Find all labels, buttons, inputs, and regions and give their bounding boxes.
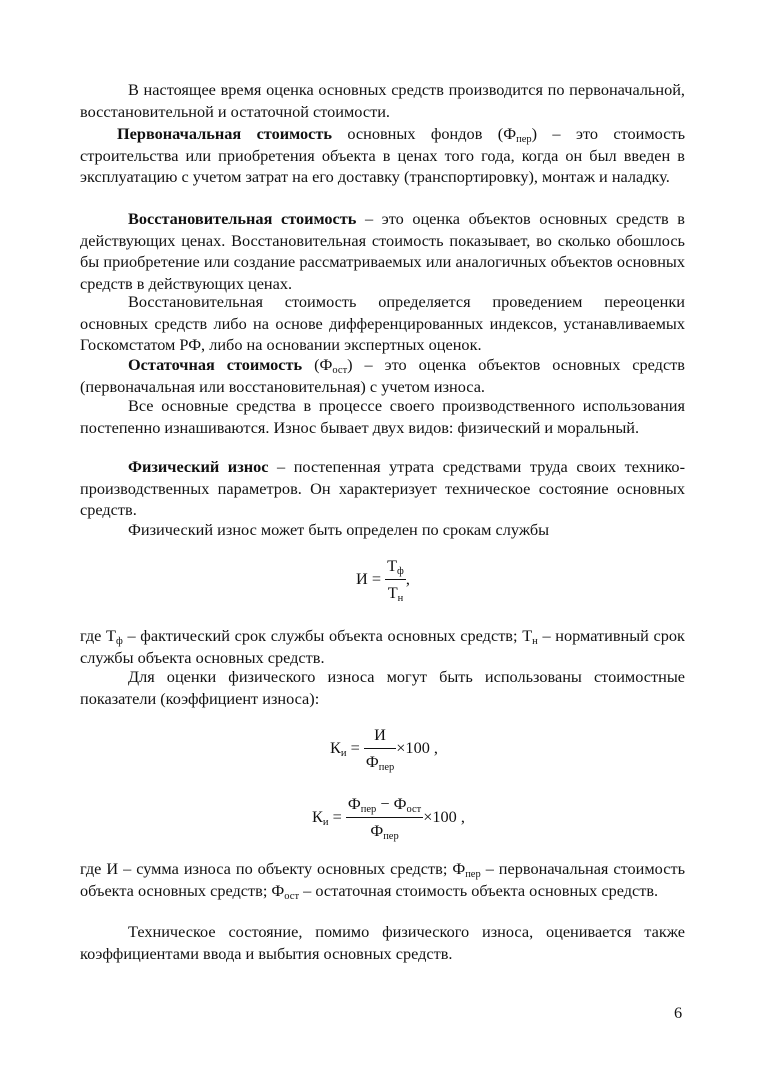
paragraph-8: Физический износ может быть определен по срокам службы — [128, 520, 550, 539]
formula-wear-by-service-life: И = $\frac{Т_ф}{Т_н}$ , — [356, 556, 410, 604]
paragraph-2: Первоначальная стоимость основных фондов $(Ф_{пер})$ – это стоимость строительства или приобретения объекта в ценах того года, когда он был введен в эксплуатацию с учетом затрат на его доставку (транспортировку), монтаж и наладку. — [80, 124, 685, 187]
term-initial-cost: Первоначальная стоимость — [117, 124, 332, 143]
formula-wear-coefficient-1: $К_и$ = $\frac{И}{Ф_{пер}}$ ×100 , — [330, 725, 438, 773]
paragraph-6: Все основные средства в процессе своего производственного использования постепенно изнашиваются. Износ бывает двух видов: физический и моральный. — [80, 396, 685, 437]
page-number: 6 — [674, 1003, 683, 1022]
paragraph-12: Техническое состояние, помимо физического износа, оценивается также коэффициентами ввода и выбытия основных средств. — [80, 922, 685, 963]
paragraph-9: где $Т_ф$ – фактический срок службы объекта основных средств; $Т_н$ – нормативный срок службы объекта основных средств. — [80, 626, 685, 667]
paragraph-10: Для оценки физического износа могут быть использованы стоимостные показатели (коэффициент износа): — [80, 667, 685, 708]
paragraph-11: где И – сумма износа по объекту основных средств; $Ф_{пер}$ – первоначальная стоимость объекта основных средств; $Ф_{ост}$ – остаточная стоимость объекта основных средств. — [80, 859, 685, 902]
paragraph-7: Физический износ – постепенная утрата средствами труда своих технико-производственных параметров. Он характеризует техническое состояние основных средств. — [80, 457, 685, 520]
term-residual-cost: Остаточная стоимость — [128, 355, 303, 374]
paragraph-4: Восстановительная стоимость определяется проведением переоценки основных средств либо на основе дифференцированных индексов, устанавливаемых Госкомстатом РФ, либо на основании экспертных оценок. — [80, 292, 685, 355]
paragraph-1: В настоящее время оценка основных средств производится по первоначальной, восстановительной и остаточной стоимости. — [80, 80, 685, 121]
formula-wear-coefficient-2: $К_и$ = $\frac{Ф_{пер} - Ф_{ост}}{Ф_{пер}}$ ×100 , — [312, 794, 465, 842]
term-replacement-cost: Восстановительная стоимость — [128, 209, 357, 228]
fraction: $\frac{И}{Ф_{пер}}$ — [365, 725, 395, 773]
fraction: $\frac{Т_ф}{Т_н}$ — [387, 556, 404, 604]
paragraph-5: Остаточная стоимость $(Ф_{ост})$ – это оценка объектов основных средств (первоначальная или восстановительная) с учетом износа. — [80, 355, 685, 396]
paragraph-3: Восстановительная стоимость – это оценка объектов основных средств в действующих ценах. Восстановительная стоимость показывает, во сколько обошлось бы приобретение или создание рассматриваемых или аналогичных объектов основных средств в действующих ценах. — [80, 209, 685, 293]
fraction: $\frac{Ф_{пер} - Ф_{ост}}{Ф_{пер}}$ — [347, 794, 422, 842]
term-physical-wear: Физический износ — [128, 457, 269, 476]
